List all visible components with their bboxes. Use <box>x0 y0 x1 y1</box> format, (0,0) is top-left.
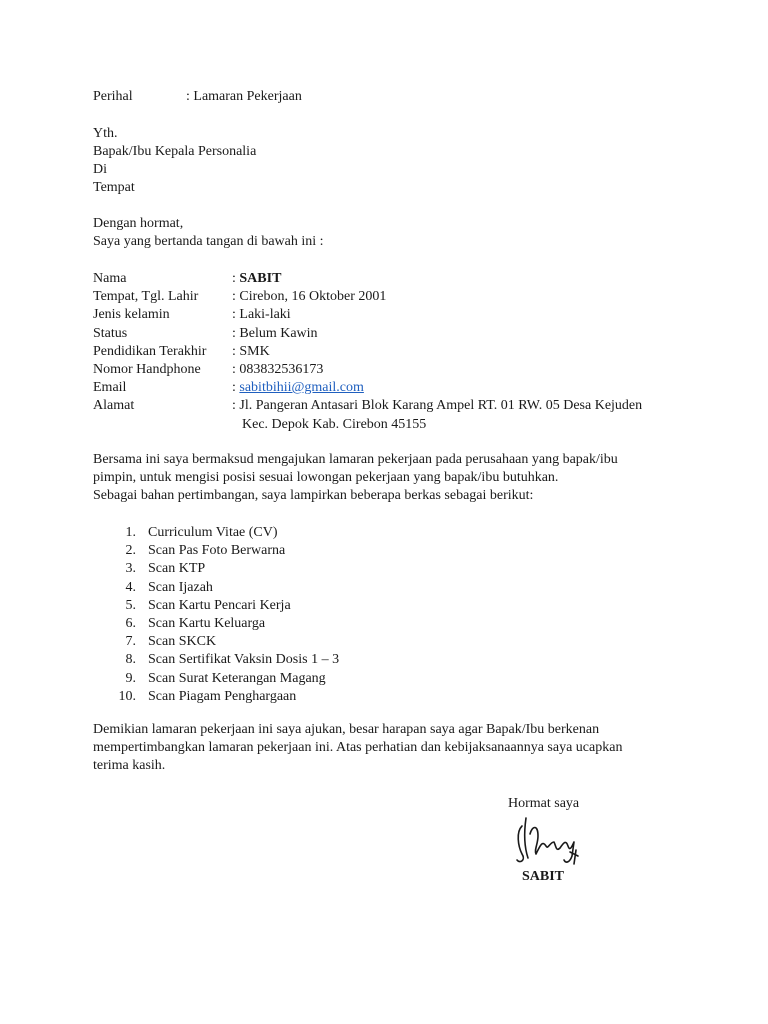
name-label: Nama <box>93 271 127 286</box>
list-item-number: 1. <box>125 525 136 540</box>
status-value: : Belum Kawin <box>232 325 318 341</box>
list-item-text: Scan Sertifikat Vaksin Dosis 1 – 3 <box>148 652 340 668</box>
list-item-number: 6. <box>125 615 136 631</box>
closing-line-3: terima kasih. <box>93 758 166 773</box>
list-item-text: Scan Kartu Pencari Kerja <box>148 597 291 613</box>
email-value-wrap <box>232 379 364 397</box>
email-separator: : <box>232 380 240 396</box>
closing-greeting: Hormat saya <box>508 796 580 811</box>
gender-value: : Laki-laki <box>232 307 291 323</box>
name-value: SABIT <box>239 271 282 286</box>
list-item-text: Scan Piagam Penghargaan <box>148 688 297 704</box>
education-label: Pendidikan Terakhir <box>93 343 207 359</box>
phone-value: : 083832536173 <box>232 361 324 377</box>
status-label: Status <box>93 325 128 341</box>
list-item-number: 8. <box>125 652 136 668</box>
education-value: : SMK <box>232 343 270 359</box>
address-line-2: Kec. Depok Kab. Cirebon 45155 <box>242 416 427 432</box>
list-item-text: Curriculum Vitae (CV) <box>148 525 278 540</box>
list-item-text: Scan Kartu Keluarga <box>148 615 266 631</box>
address-line-1: : Jl. Pangeran Antasari Blok Karang Ampel RT. 01 RW. 05 Desa Kejuden <box>232 398 643 414</box>
gender-label: Jenis kelamin <box>93 307 170 323</box>
birth-value: : Cirebon, 16 Oktober 2001 <box>232 289 387 305</box>
list-item-number: 10. <box>118 688 136 704</box>
birth-label: Tempat, Tgl. Lahir <box>93 289 199 305</box>
list-item-text: Scan Surat Keterangan Magang <box>148 670 326 686</box>
body-line-1: Bersama ini saya bermaksud mengajukan lamaran pekerjaan pada perusahaan yang bapak/ibu <box>93 452 618 467</box>
body-line-2: pimpin, untuk mengisi posisi sesuai lowongan pekerjaan yang bapak/ibu butuhkan. <box>93 470 559 485</box>
list-item-text: Scan KTP <box>148 561 206 577</box>
phone-label: Nomor Handphone <box>93 361 201 377</box>
list-item-number: 2. <box>125 543 136 559</box>
address-label: Alamat <box>93 398 135 414</box>
handwritten-signature <box>508 812 598 872</box>
list-item-text: Scan Pas Foto Berwarna <box>148 543 286 559</box>
email-label: Email <box>93 380 127 396</box>
signer-name: SABIT <box>522 869 565 884</box>
list-item-number: 4. <box>125 579 136 595</box>
name-separator: : <box>232 271 240 286</box>
subject-label: Perihal <box>93 89 133 104</box>
recipient-line-2: Bapak/Ibu Kepala Personalia <box>93 144 257 159</box>
list-item-number: 7. <box>125 634 136 650</box>
recipient-line-1: Yth. <box>93 126 118 141</box>
recipient-line-3: Di <box>93 162 107 177</box>
name-value-wrap <box>232 270 281 288</box>
recipient-line-4: Tempat <box>93 180 135 195</box>
list-item-text: Scan SKCK <box>148 634 217 650</box>
salutation: Dengan hormat, <box>93 216 184 231</box>
list-item-text: Scan Ijazah <box>148 579 213 595</box>
intro-line: Saya yang bertanda tangan di bawah ini : <box>93 234 324 249</box>
email-link[interactable]: sabitbihii@gmail.com <box>239 380 364 396</box>
body-line-3: Sebagai bahan pertimbangan, saya lampirkan beberapa berkas sebagai berikut: <box>93 488 534 503</box>
list-item-number: 3. <box>125 561 136 577</box>
subject-value: : Lamaran Pekerjaan <box>186 89 302 104</box>
list-item-number: 5. <box>125 597 136 613</box>
list-item-number: 9. <box>125 670 136 686</box>
closing-line-2: mempertimbangkan lamaran pekerjaan ini. Atas perhatian dan kebijaksanaannya saya ucapkan <box>93 740 623 755</box>
closing-line-1: Demikian lamaran pekerjaan ini saya ajukan, besar harapan saya agar Bapak/Ibu berkenan <box>93 722 600 737</box>
